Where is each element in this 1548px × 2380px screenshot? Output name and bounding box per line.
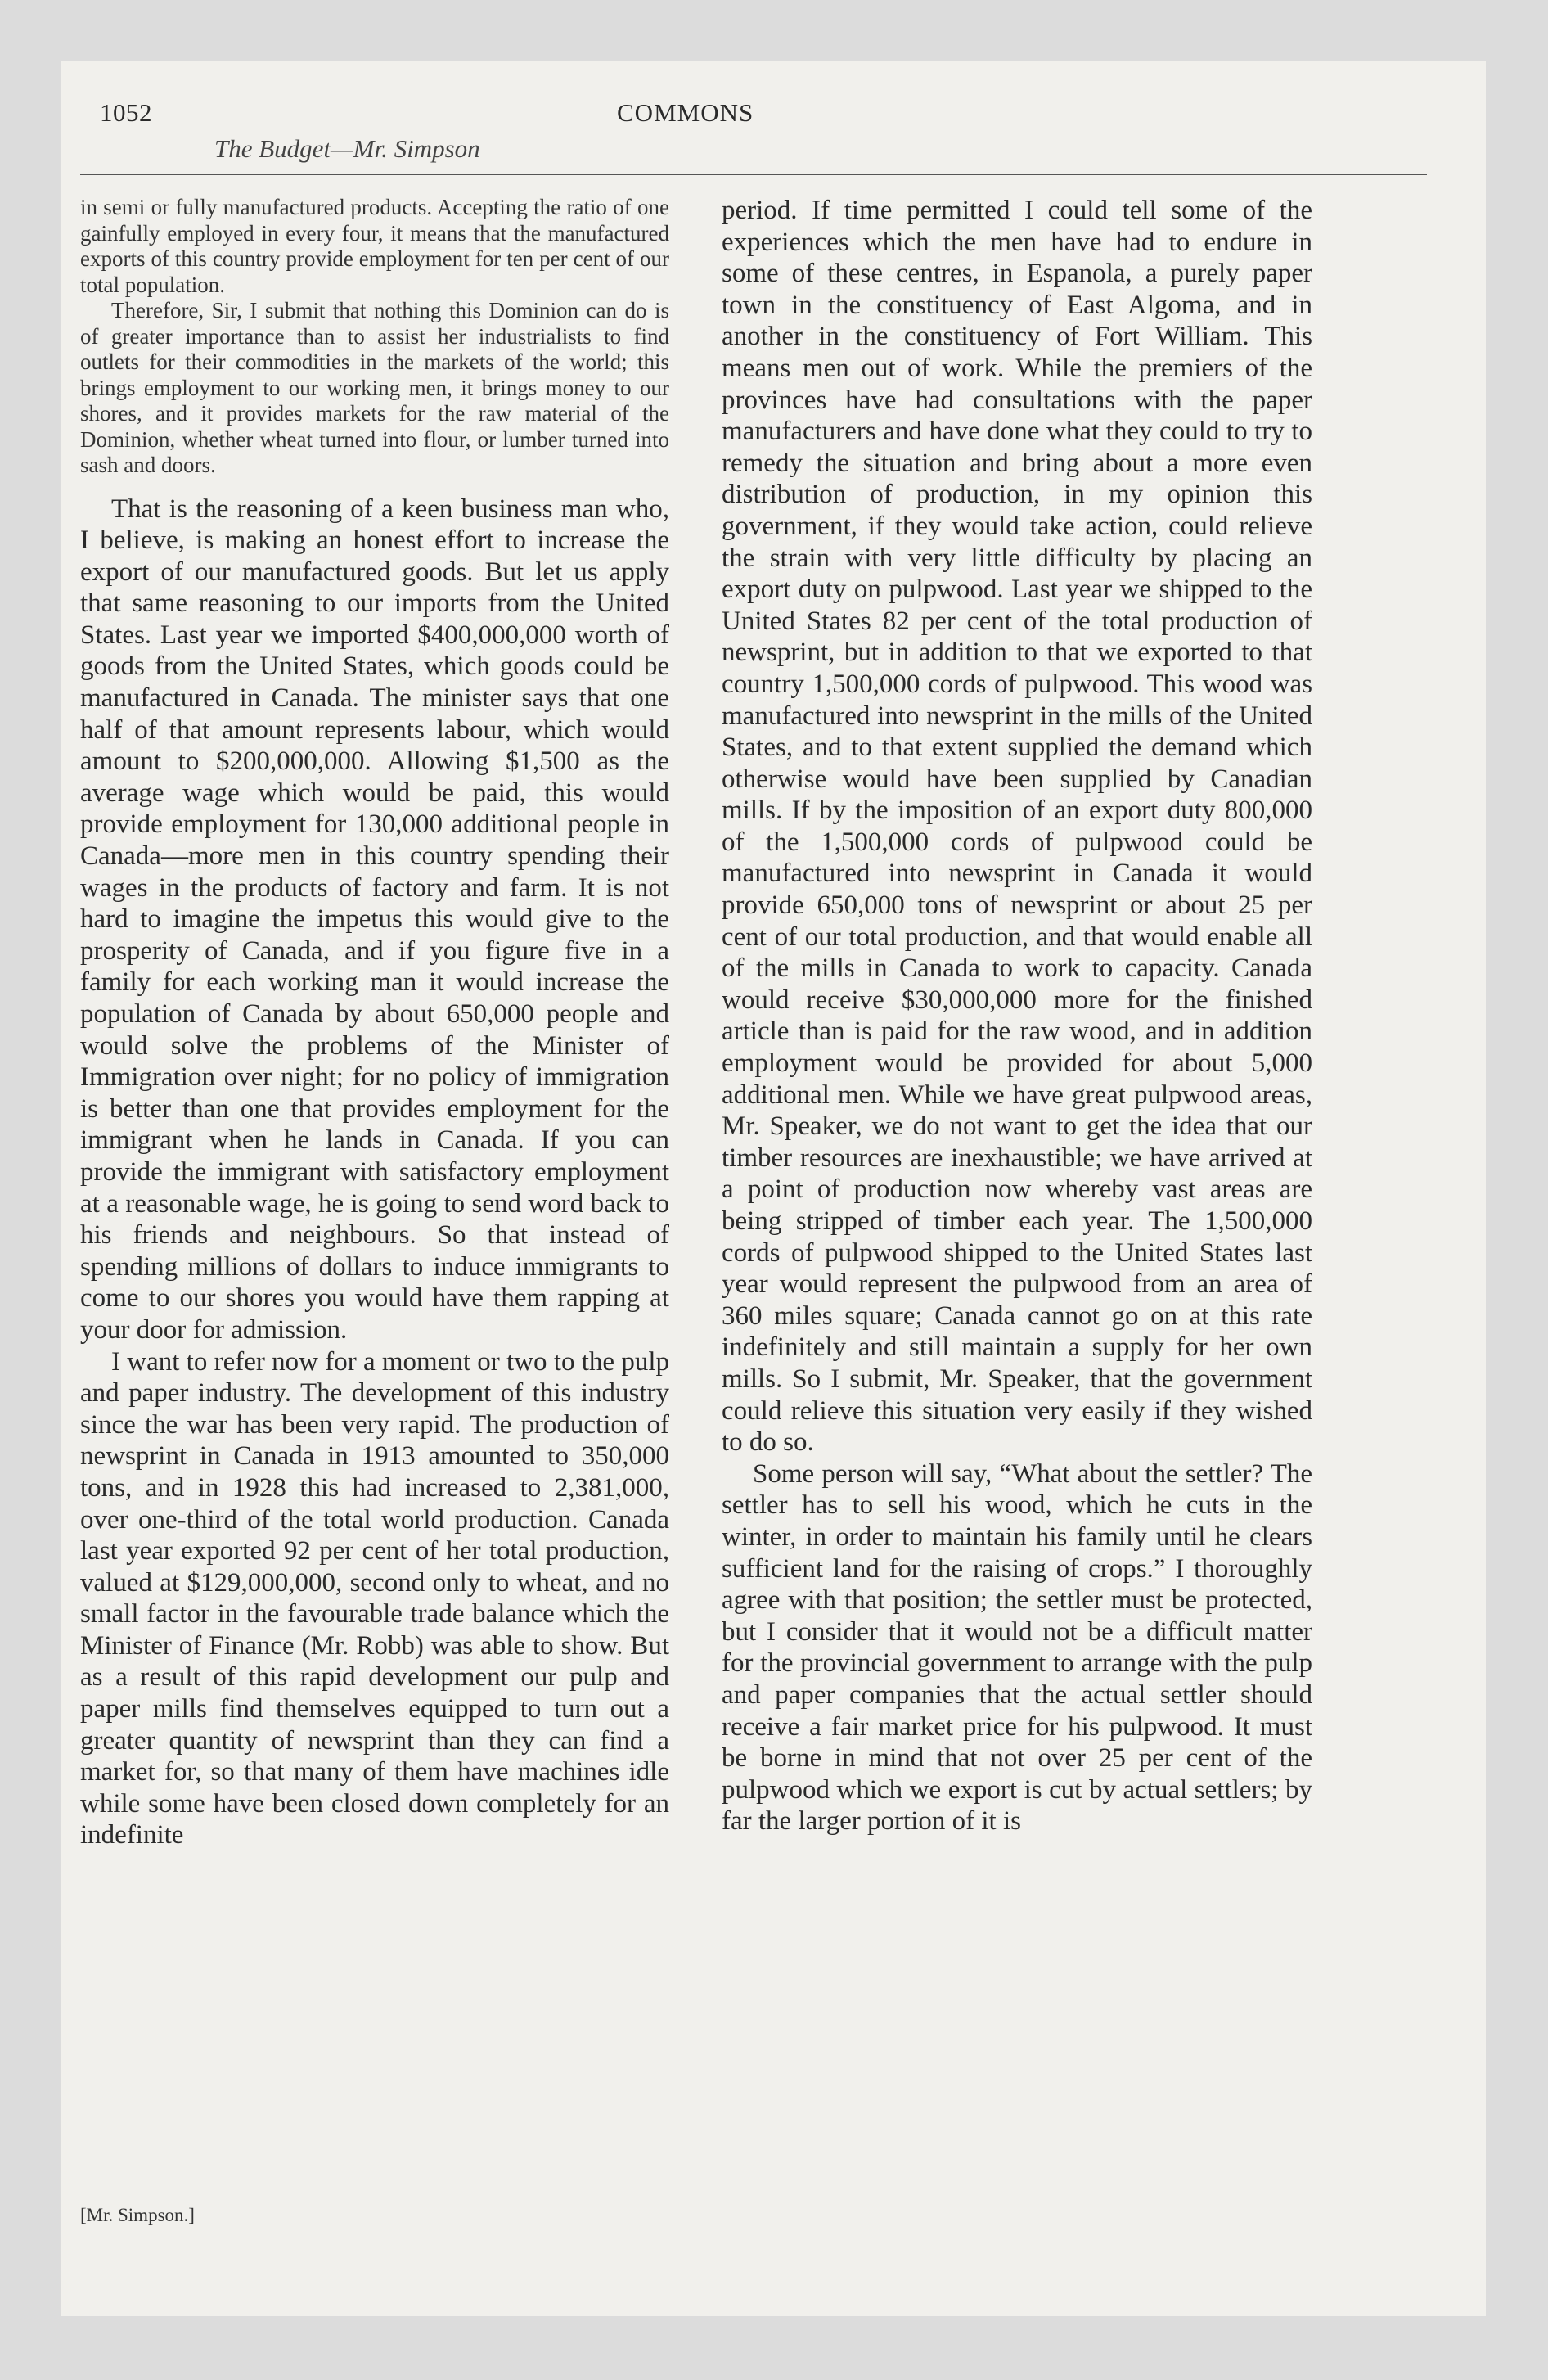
body-paragraph-4: I want to refer now for a moment or two to the pulp and paper industry. The development of this industry since the war has been very rapid. The production of newsprint in Canada in 1913 amounted to 350,000 tons, and in 1928 this had increased to 2,381,000, over one-third of the total world production. Canada last year exported 92 per cent of her total production, valued at $129,000,000, second only to wheat, and no small factor in the favourable trade balance which the Minister of Finance (Mr. Robb) was able to show. But as a result of this rapid development our pulp and paper mills find themselves equipped to turn out a greater quantity of newsprint than they can find a market for, so that many of them have machines idle while some have been closed down completely for an indefinite (80, 1346, 669, 1850)
body-paragraph-right-1: period. If time permitted I could tell some of the experiences which the men have had to endure in some of these centres, in Espanola, a purely paper town in the constituency of East Algoma, and in another in the constituency of Fort William. This means men out of work. While the premiers of the provinces have had consultations with the paper manufacturers and have done what they could to try to remedy the situation and bring about a more even distribution of production, in my opinion this government, if they would take action, could relieve the strain with very little difficulty by placing an export duty on pulpwood. Last year we shipped to the United States 82 per cent of the total production of newsprint, but in addition to that we exported to that country 1,500,000 cords of pulpwood. This wood was manufactured into newsprint in the mills of the United States, and to that extent supplied the demand which otherwise would have been supplied by Canadian mills. If by the imposition of an export duty 800,000 of the 1,500,000 cords of pulpwood could be manufactured into newsprint in Canada it would provide 650,000 tons of newsprint or about 25 per cent of our total production, and that would enable all of the mills in Canada to work to capacity. Canada would receive $30,000,000 more for the finished article than is paid for the raw wood, and in addition employment would be provided for about 5,000 additional men. While we have great pulpwood areas, Mr. Speaker, we do not want to get the idea that our timber resources are inexhaustible; we have arrived at a point of production now whereby vast areas are being stripped of timber each year. The 1,500,000 cords of pulpwood shipped to the United States last year would represent the pulpwood from an area of 360 miles square; Canada cannot go on at this rate indefinitely and still maintain a supply for her own mills. So I submit, Mr. Speaker, that the government could relieve this situation very easily if they wished to do so. (722, 196, 1312, 1458)
quoted-paragraph-1: in semi or fully manufactured products. Accepting the ratio of one gainfully employed in every four, it means that the manufactured exports of this country provide employment for ten per cent of our total population. (80, 195, 669, 297)
running-head: COMMONS (617, 98, 754, 127)
right-column (722, 195, 1312, 1837)
header-rule (80, 174, 1427, 175)
quoted-paragraph-2: Therefore, Sir, I submit that nothing this Dominion can do is of greater importance than to assist her industrialists to find outlets for their commodities in the markets of the world; this brings employment to our working men, it brings money to our shores, and it provides markets for the raw material of the Dominion, whether wheat turned into flour, or lumber turned into sash and doors. (80, 298, 669, 477)
page-number: 1052 (100, 98, 152, 127)
speaker-attribution: [Mr. Simpson.] (80, 2205, 195, 2225)
section-subhead: The Budget—Mr. Simpson (214, 134, 480, 163)
body-paragraph-right-2: Some person will say, “What about the settler? The settler has to sell his wood, which he cuts in the winter, in order to maintain his family until he clears sufficient land for the raising of crops.” I thoroughly agree with that position; the settler must be protected, but I consider that it would not be a difficult matter for the provincial government to arrange with the pulp and paper companies that the actual settler should receive a fair market price for his pulpwood. It must be borne in mind that not over 25 per cent of the pulpwood which we export is cut by actual settlers; by far the larger portion of it is (722, 1458, 1312, 1837)
left-column (80, 195, 669, 1851)
body-paragraph-3: That is the reasoning of a keen business man who, I believe, is making an honest effort to increase the export of our manufactured goods. But let us apply that same reasoning to our imports from the United States. Last year we imported $400,000,000 worth of goods from the United States, which goods could be manufactured in Canada. The minister says that one half of that amount represents labour, which would amount to $200,000,000. Allowing $1,500 as the average wage which would be paid, this would provide employment for 130,000 additional people in Canada—more men in this country spending their wages in the products of factory and farm. It is not hard to imagine the impetus this would give to the prosperity of Canada, and if you figure five in a family for each working man it would increase the population of Canada by about 650,000 people and would solve the problems of the Minister of Immigration over night; for no policy of immigration is better than one that provides employment for the immigrant when he lands in Canada. If you can provide the immigrant with satisfactory employment at a reasonable wage, he is going to send word back to his friends and neighbours. So that instead of spending millions of dollars to induce immigrants to come to our shores you would have them rapping at your door for admission. (80, 494, 669, 1345)
